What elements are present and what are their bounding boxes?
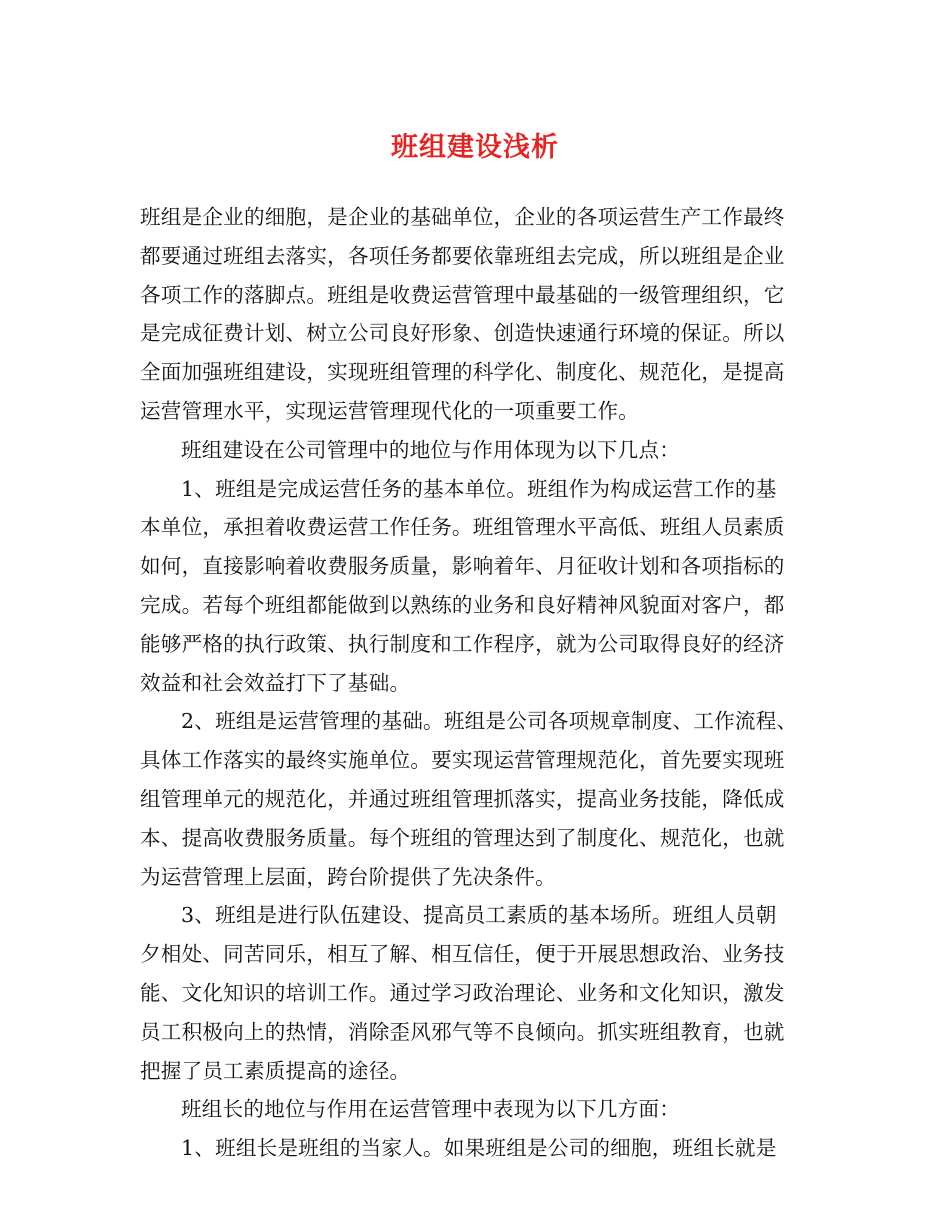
text-line: 如何，直接影响着收费服务质量，影响着年、月征收计划和各项指标的 — [140, 554, 785, 579]
text-line: 能够严格的执行政策、执行制度和工作程序，就为公司取得良好的经济 — [140, 631, 785, 656]
text-line: 1、班组长是班组的当家人。如果班组是公司的细胞，班组长就是 — [181, 1136, 777, 1161]
text-line: 完成。若每个班组都能做到以熟练的业务和良好精神风貌面对客户，都 — [140, 592, 785, 617]
text-line: 运营管理水平，实现运营管理现代化的一项重要工作。 — [140, 398, 640, 423]
text-line: 班组长的地位与作用在运营管理中表现为以下几方面： — [181, 1097, 681, 1122]
text-line: 2、班组是运营管理的基础。班组是公司各项规章制度、工作流程、 — [181, 709, 798, 734]
text-line: 各项工作的落脚点。班组是收费运营管理中最基础的一级管理组织，它 — [140, 282, 785, 307]
text-line: 全面加强班组建设，实现班组管理的科学化、制度化、规范化，是提高 — [140, 360, 785, 385]
document-title: 班组建设浅析 — [391, 132, 559, 163]
text-line: 班组建设在公司管理中的地位与作用体现为以下几点： — [181, 437, 681, 462]
text-line: 能、文化知识的培训工作。通过学习政治理论、业务和文化知识，激发 — [140, 980, 785, 1005]
text-line: 1、班组是完成运营任务的基本单位。班组作为构成运营工作的基 — [181, 476, 777, 501]
text-line: 是完成征费计划、树立公司良好形象、创造快速通行环境的保证。所以 — [140, 321, 785, 346]
text-line: 组管理单元的规范化，并通过班组管理抓落实，提高业务技能，降低成 — [140, 786, 785, 811]
text-line: 把握了员工素质提高的途径。 — [140, 1058, 411, 1083]
text-line: 3、班组是进行队伍建设、提高员工素质的基本场所。班组人员朝 — [181, 903, 777, 928]
text-line: 为运营管理上层面，跨台阶提供了先决条件。 — [140, 864, 556, 889]
text-line: 班组是企业的细胞，是企业的基础单位，企业的各项运营生产工作最终 — [140, 205, 785, 229]
text-line: 效益和社会效益打下了基础。 — [140, 670, 411, 695]
text-line: 本单位，承担着收费运营工作任务。班组管理水平高低、班组人员素质 — [140, 515, 785, 540]
text-line: 夕相处、同苦同乐，相互了解、相互信任，便于开展思想政治、业务技 — [140, 942, 785, 967]
text-line: 员工积极向上的热情，消除歪风邪气等不良倾向。抓实班组教育，也就 — [140, 1019, 785, 1044]
document-body — [140, 198, 816, 1168]
text-line: 本、提高收费服务质量。每个班组的管理达到了制度化、规范化，也就 — [140, 825, 785, 850]
text-line: 具体工作落实的最终实施单位。要实现运营管理规范化，首先要实现班 — [140, 748, 785, 773]
text-line: 都要通过班组去落实，各项任务都要依靠班组去完成，所以班组是企业 — [140, 243, 785, 268]
